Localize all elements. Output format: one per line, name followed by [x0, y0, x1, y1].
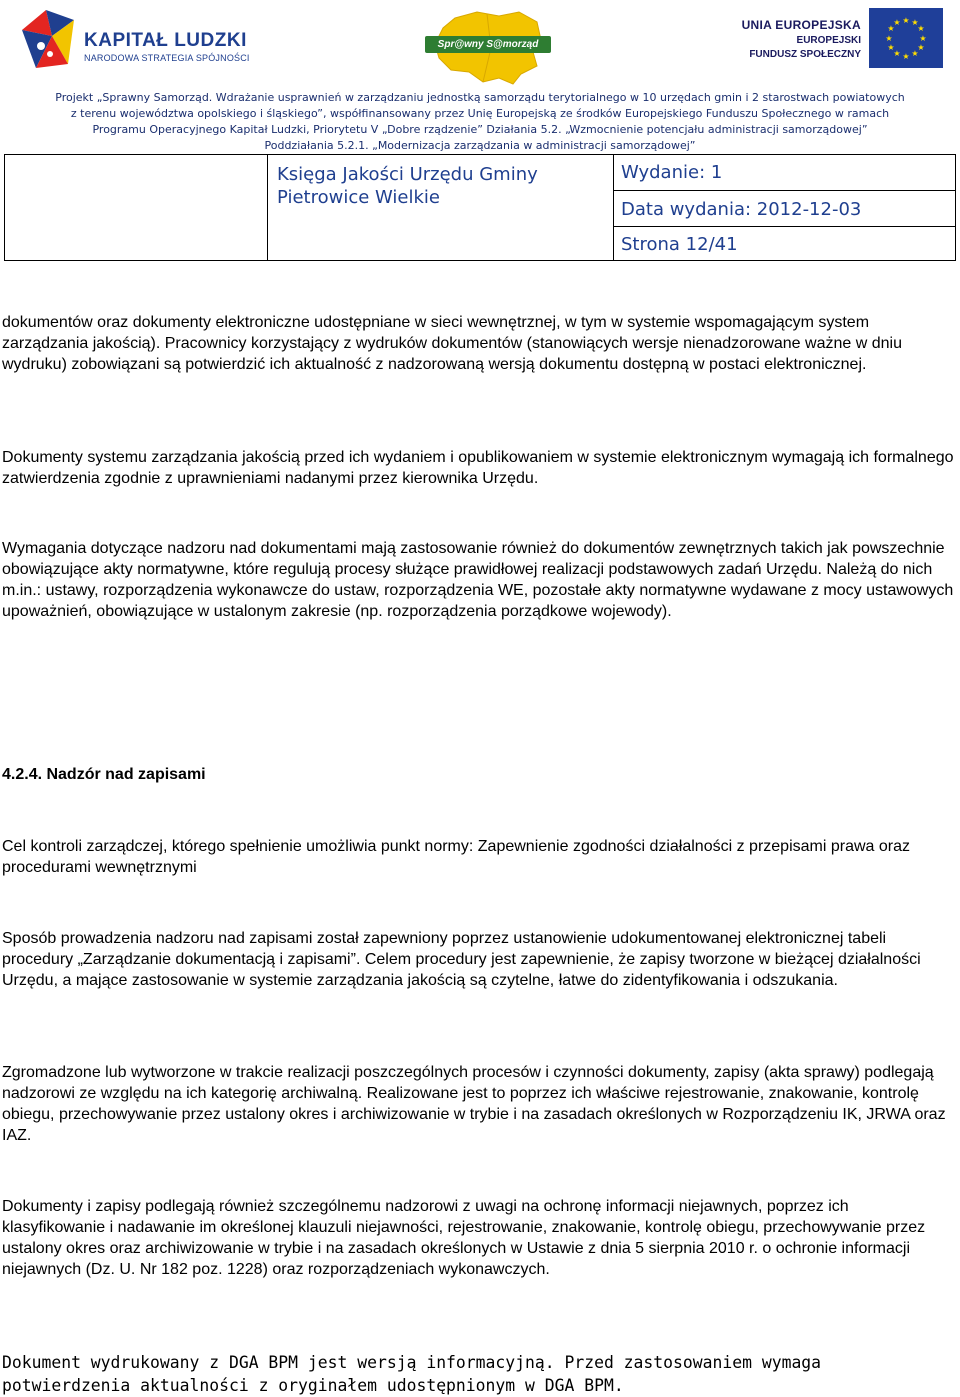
paragraph-7: Dokumenty i zapisy podlegają również szczególnemu nadzorowi z uwagi na ochronę informacji niejawnych, poprzez ich klasyfikowanie i nadawanie im określonej klauzuli niejawności, rejestrowanie, znakowanie, kontrolę obiegu, przechowywanie przez ustalony okres oraz archiwizowanie w trybie i na zasadach określonych w Ustawie z dnia 5 sierpnia 2010 r. o ochronie informacji niejawnych (Dz. U. Nr 182 poz. 1228) oraz rozporządzeniach wykonawczych. — [2, 1198, 926, 1278]
svg-text:★: ★ — [887, 43, 895, 52]
document-title-cell — [267, 155, 614, 260]
svg-text:★: ★ — [917, 24, 925, 33]
document-meta-cell — [614, 155, 955, 260]
paragraph-3: Wymagania dotyczące nadzoru nad dokumentami mają zastosowanie również do dokumentów zewnętrznych takich jak powszechnie obowiązujące akty normatywne, które regulują procesy służące prawidłowej realizacji podstawowych zadań Urzędu. Należą do nich m.in.: ustawy, rozporządzenia wykonawcze do ustaw, rozporządzenia WE, pozostałe akty normatywne wydawane z mocy ustawowych upoważnień, obowiązujące w ustalonym zakresie (np. rozporządzenia porządkowe wojewody). — [2, 540, 954, 620]
paragraph-6: Zgromadzone lub wytworzone w trakcie realizacji poszczególnych procesów i czynności dokumenty, zapisy (akta sprawy) podlegają nadzorowi ze względu na ich kategorię archiwalną. Realizowane jest to poprzez ich właściwe rejestrowanie, znakowanie, kontrolę obiegu, przechowywanie przez ustalony okres i archiwizowanie w trybie i na zasadach określonych w Rozporządzeniu IK, JRWA oraz IAZ. — [2, 1064, 946, 1144]
project-header-line-1: Projekt „Sprawny Samorząd. Wdrażanie usprawnień w zarządzaniu jednostką samorządu terytorialnego w 10 urzędach gmin i 2 starostwach powiatowych — [55, 91, 905, 104]
project-header-line-4: Poddziałania 5.2.1. „Modernizacja zarządzania w administracji samorządowej” — [264, 139, 696, 152]
edition-field: Wydanie: 1 — [621, 162, 723, 183]
kapital-ludzki-subtitle: NARODOWA STRATEGIA SPÓJNOŚCI — [84, 53, 250, 63]
project-header — [0, 90, 960, 154]
svg-text:★: ★ — [911, 18, 919, 27]
paragraph-1: dokumentów oraz dokumenty elektroniczne udostępniane w sieci wewnętrznej, w tym w systemie wspomagającym system zarządzania jakością). Pracownicy korzystający z wydruków dokumentów (stanowiących wersje nienadzorowane ważne w dniu wydruku) zobowiązani są potwierdzić ich aktualność z nadzorowaną wersją dokumentu dostępną w postaci elektronicznej. — [2, 314, 902, 373]
kapital-ludzki-emblem-icon — [18, 6, 80, 76]
document-title — [277, 163, 538, 209]
paragraph-2: Dokumenty systemu zarządzania jakością przed ich wydaniem i opublikowaniem w systemie elektronicznym wymagają ich formalnego zatwierdzenia zgodnie z uprawnieniami nadanymi przez kierownika Urzędu. — [2, 449, 954, 487]
document-title-line-2: Pietrowice Wielkie — [277, 187, 441, 208]
sprawny-samorzad-logo — [417, 8, 557, 86]
svg-text:★: ★ — [902, 52, 910, 61]
sprawny-samorzad-label: Spr@wny S@morząd — [425, 36, 551, 53]
footer-line-1: Dokument wydrukowany z DGA BPM jest wersją informacyjną. Przed zastosowaniem wymaga — [2, 1353, 822, 1372]
eu-flag-icon — [869, 8, 943, 68]
svg-text:★: ★ — [893, 18, 901, 27]
svg-text:★: ★ — [893, 49, 901, 58]
svg-text:★: ★ — [911, 49, 919, 58]
eu-line-3: FUNDUSZ SPOŁECZNY — [749, 49, 861, 60]
paragraph-4: Cel kontroli zarządczej, którego spełnienie umożliwia punkt normy: Zapewnienie zgodności działalności z przepisami prawa oraz procedurami wewnętrznymi — [2, 838, 910, 876]
unia-europejska-logo — [718, 8, 943, 76]
document-info-table — [4, 154, 956, 261]
project-header-line-2: z terenu województwa opolskiego i śląskiego”, współfinansowany przez Unię Europejską ze środków Europejskiego Funduszu Społecznego w ramach — [70, 107, 890, 120]
footer-line-2: potwierdzenia aktualności z oryginałem udostępnionym w DGA BPM. — [2, 1376, 624, 1395]
svg-text:★: ★ — [885, 34, 893, 43]
issue-date-field: Data wydania: 2012-12-03 — [614, 190, 955, 226]
document-title-line-1: Księga Jakości Urzędu Gminy — [277, 164, 538, 185]
svg-text:★: ★ — [887, 24, 895, 33]
eu-line-1: UNIA EUROPEJSKA — [741, 18, 861, 32]
project-header-line-3: Programu Operacyjnego Kapitał Ludzki, Priorytetu V „Dobre rządzenie” Działania 5.2. „Wzmocnienie potencjału administracji samorządowej” — [92, 123, 868, 136]
eu-text-block — [742, 18, 861, 60]
paragraph-5: Sposób prowadzenia nadzoru nad zapisami został zapewniony poprzez ustanowienie udokumentowanej elektronicznej tabeli procedury „Zarządzanie dokumentacją i zapisami”. Celem procedury jest zapewnienie, że zapisy tworzone w bieżącej działalności Urzędu, a mające zastosowanie w systemie zarządzania jakością są czytelne, łatwe do zidentyfikowania i odszukania. — [2, 930, 921, 989]
kapital-ludzki-name: KAPITAŁ LUDZKI — [84, 30, 247, 51]
eu-line-2: EUROPEJSKI — [796, 35, 861, 46]
page-number-field: Strona 12/41 — [614, 226, 955, 260]
svg-text:★: ★ — [917, 43, 925, 52]
svg-text:★: ★ — [902, 16, 910, 25]
section-heading: 4.2.4. Nadzór nad zapisami — [2, 766, 206, 783]
print-disclaimer-footer — [2, 1351, 956, 1397]
svg-text:★: ★ — [919, 34, 927, 43]
logo-bar — [0, 0, 960, 88]
empty-logo-cell — [5, 155, 268, 260]
kapital-ludzki-logo — [18, 6, 248, 76]
